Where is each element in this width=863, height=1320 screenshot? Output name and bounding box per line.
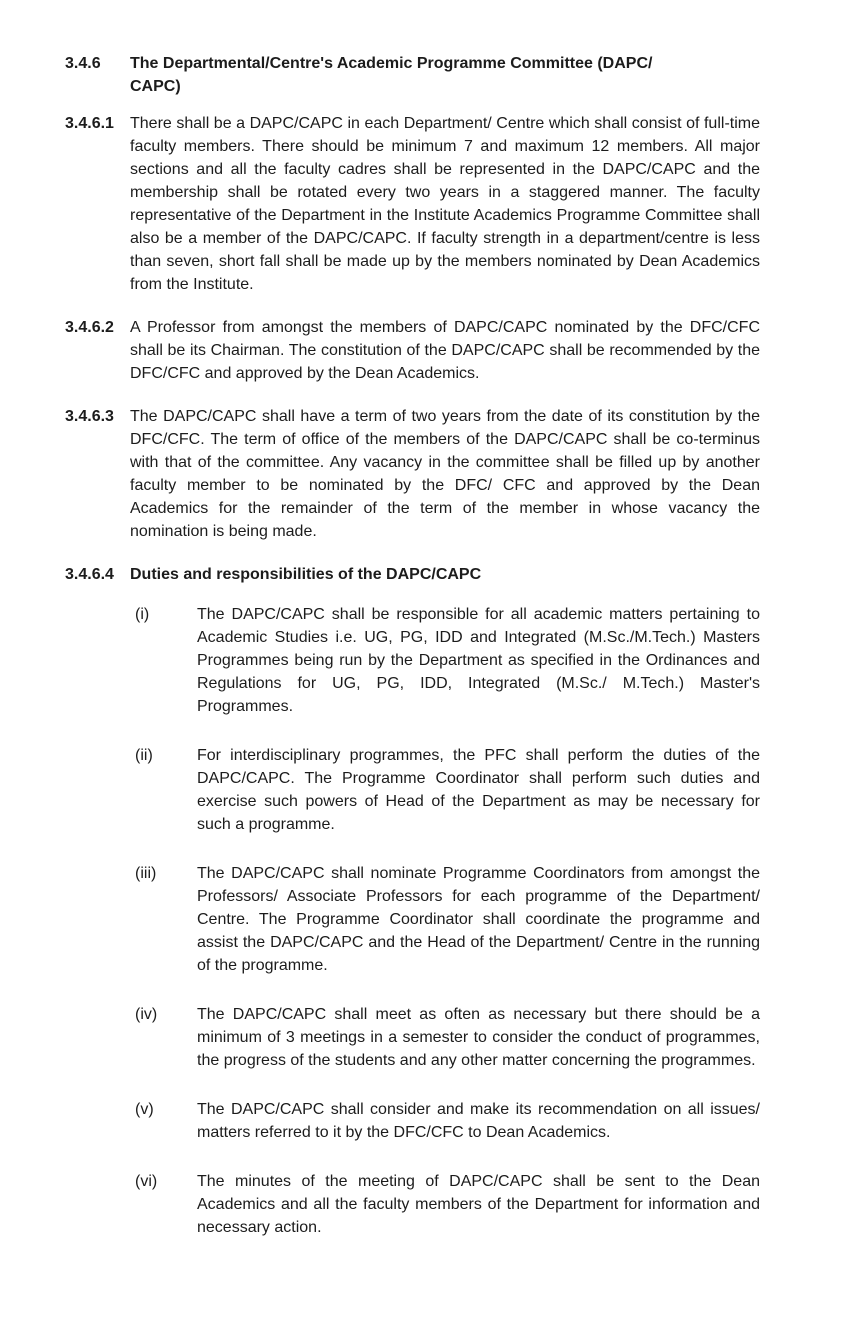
- list-item-vi: [135, 1170, 760, 1239]
- section-3-4-6-4: [65, 563, 760, 586]
- list-item-iv: [135, 1003, 760, 1072]
- section-3-4-6-1: [65, 112, 760, 296]
- list-item-label: (ii): [135, 747, 153, 764]
- section-title-line1: The Departmental/Centre's Academic Programme Committee (DAPC/: [130, 55, 653, 72]
- section-text: A Professor from amongst the members of DAPC/CAPC nominated by the DFC/CFC shall be its Chairman. The constitution of the DAPC/CAPC shall be recommended by the DFC/CFC and approved by the Dean Academics.: [130, 319, 760, 382]
- section-3-4-6-2: [65, 316, 760, 385]
- list-item-label: (vi): [135, 1173, 158, 1190]
- list-item-i: [135, 603, 760, 718]
- list-item-iii: [135, 862, 760, 977]
- duties-list: [135, 603, 760, 1239]
- section-title: Duties and responsibilities of the DAPC/CAPC: [130, 566, 482, 583]
- list-item-label: (i): [135, 606, 150, 623]
- list-item-v: [135, 1098, 760, 1144]
- list-item-text: The minutes of the meeting of DAPC/CAPC shall be sent to the Dean Academics and all the faculty members of the Department for information and necessary action.: [197, 1173, 760, 1236]
- list-item-label: (v): [135, 1101, 154, 1118]
- section-text: The DAPC/CAPC shall have a term of two years from the date of its constitution by the DFC/CFC. The term of office of the members of the DAPC/CAPC shall be co-terminus with that of the committee. Any vacancy in the committee shall be filled up by another faculty member to be nominated by the DFC/ CFC and approved by the Dean Academics for the remainder of the term of the member in whose vacancy the nomination is being made.: [130, 408, 760, 540]
- list-item-text: The DAPC/CAPC shall consider and make its recommendation on all issues/ matters referred to it by the DFC/CFC to Dean Academics.: [197, 1101, 760, 1141]
- section-number: 3.4.6.2: [65, 319, 114, 336]
- section-title-line2: CAPC): [130, 78, 181, 95]
- list-item-text: The DAPC/CAPC shall nominate Programme Coordinators from amongst the Professors/ Associate Professors for each programme of the Department/ Centre. The Programme Coordinator shall coordinate the programme and assist the DAPC/CAPC and the Head of the Department/ Centre in the running of the programme.: [197, 865, 760, 974]
- list-item-ii: [135, 744, 760, 836]
- section-number: 3.4.6.1: [65, 115, 114, 132]
- list-item-text: For interdisciplinary programmes, the PFC shall perform the duties of the DAPC/CAPC. The Programme Coordinator shall perform such duties and exercise such powers of Head of the Department as may be necessary for such a programme.: [197, 747, 760, 833]
- section-number: 3.4.6.3: [65, 408, 114, 425]
- list-item-label: (iv): [135, 1006, 158, 1023]
- section-heading-3-4-6: [65, 52, 760, 98]
- list-item-label: (iii): [135, 865, 157, 882]
- section-3-4-6-3: [65, 405, 760, 543]
- section-number: 3.4.6: [65, 55, 101, 72]
- list-item-text: The DAPC/CAPC shall meet as often as necessary but there should be a minimum of 3 meetings in a semester to consider the conduct of programmes, the progress of the students and any other matter concerning the programmes.: [197, 1006, 760, 1069]
- section-number: 3.4.6.4: [65, 566, 114, 583]
- section-title: [130, 52, 760, 98]
- section-text: There shall be a DAPC/CAPC in each Department/ Centre which shall consist of full-time faculty members. There should be minimum 7 and maximum 12 members. All major sections and all the faculty cadres shall be represented in the DAPC/CAPC and the membership shall be rotated every two years in a staggered manner. The faculty representative of the Department in the Institute Academics Programme Committee shall also be a member of the DAPC/CAPC. If faculty strength in a department/centre is less than seven, short fall shall be made up by the members nominated by Dean Academics from the Institute.: [130, 115, 760, 293]
- list-item-text: The DAPC/CAPC shall be responsible for all academic matters pertaining to Academic Studies i.e. UG, PG, IDD and Integrated (M.Sc./M.Tech.) Masters Programmes being run by the Department as specified in the Ordinances and Regulations for UG, PG, IDD, Integrated (M.Sc./ M.Tech.) Master's Programmes.: [197, 606, 760, 715]
